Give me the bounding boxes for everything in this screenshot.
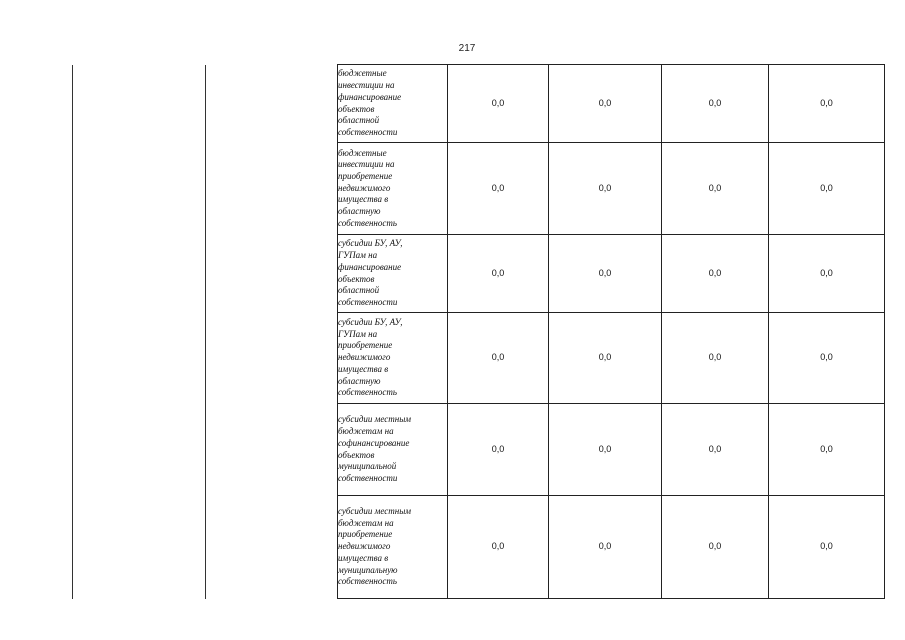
value-cell: 0,0 [662, 65, 769, 143]
value-cell: 0,0 [769, 404, 885, 496]
value-cell: 0,0 [549, 404, 662, 496]
value-cell: 0,0 [549, 143, 662, 235]
value-cell: 0,0 [549, 313, 662, 404]
value-cell: 0,0 [549, 235, 662, 313]
value-cell: 0,0 [448, 65, 549, 143]
value-cell: 0,0 [769, 235, 885, 313]
value-cell: 0,0 [769, 496, 885, 599]
value-cell: 0,0 [662, 313, 769, 404]
row-label: бюджетные инвестиции на финансирование объектов областной собственности [338, 65, 448, 143]
value-cell: 0,0 [448, 496, 549, 599]
value-cell: 0,0 [662, 143, 769, 235]
table-row [338, 496, 885, 599]
table-row [338, 65, 885, 143]
table-column-divider [205, 65, 206, 599]
row-label: субсидии местным бюджетам на софинансирование объектов муниципальной собственности [338, 404, 448, 496]
table-row [338, 235, 885, 313]
value-cell: 0,0 [549, 496, 662, 599]
table-left-border [72, 65, 73, 599]
value-cell: 0,0 [769, 143, 885, 235]
value-cell: 0,0 [662, 404, 769, 496]
table-row [338, 404, 885, 496]
value-cell: 0,0 [448, 313, 549, 404]
value-cell: 0,0 [549, 65, 662, 143]
table-row [338, 143, 885, 235]
value-cell: 0,0 [448, 235, 549, 313]
table-row [338, 313, 885, 404]
row-label: субсидии БУ, АУ, ГУПам на приобретение недвижимого имущества в областную собственность [338, 313, 448, 404]
funding-table [337, 64, 885, 599]
row-label: бюджетные инвестиции на приобретение недвижимого имущества в областную собственность [338, 143, 448, 235]
value-cell: 0,0 [769, 65, 885, 143]
row-label: субсидии БУ, АУ, ГУПам на финансирование объектов областной собственности [338, 235, 448, 313]
page-number: 217 [458, 43, 476, 54]
value-cell: 0,0 [662, 496, 769, 599]
value-cell: 0,0 [448, 404, 549, 496]
value-cell: 0,0 [769, 313, 885, 404]
value-cell: 0,0 [662, 235, 769, 313]
row-label: субсидии местным бюджетам на приобретение недвижимого имущества в муниципальную собственность [338, 496, 448, 599]
value-cell: 0,0 [448, 143, 549, 235]
